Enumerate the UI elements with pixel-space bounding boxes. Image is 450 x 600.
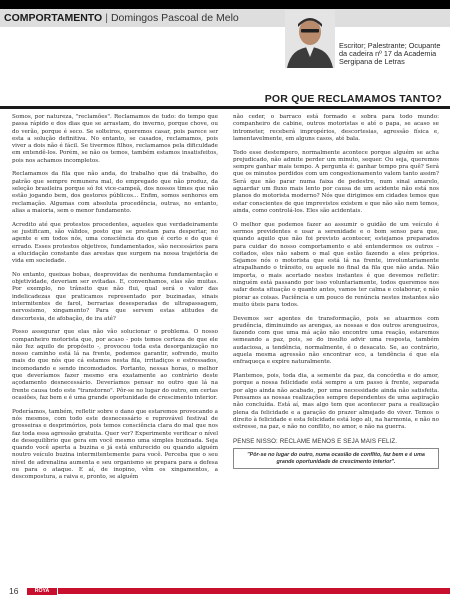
paragraph: Plantemos, pois, toda dia, a semente da paz, da concórdia e do amor, porque a nossa felicidade está sempre a um passo à frente, separada por algo ainda não acabado, por uma necessidade ainda não satisfeita. Pensamos as nossas realizações sempre dependentes de uma aspiração não concluída. Está aí, mas algo tem que acontecer para a realização plena da felicidade e a garação do prazer almejado do viver. Temos o direito à felicidade e esta felicidade está logo ali, na harmonia, e não no estresse, na paz, e não no conflito, no amor, e não na guerra. [233,373,439,431]
magazine-logo: ROYA [27,588,57,595]
right-column [233,114,439,469]
paragraph: Acredito até que protestos procedentes, aqueles que verdadeiramente se justificam, são válidos, posto que se prestam para despertar, no agente e em todos nós, uma consciência do que é certo e do que é errado. Esses protestos objetivos, fundamentados, são necessários para a elucidação constante das arestas que surgem na nossa trajetória de vida em sociedade. [12,221,218,265]
pull-quote: "Pôr-se no lugar do outro, numa ocasião de conflito, faz bem e é uma grande oportunidade de crescimento interior". [233,448,439,469]
paragraph: No entanto, queixas bobas, desprovidas de nenhuma fundamentação e objetividade, deveriam ser evitadas. E, convenhamos, elas são muitas. Por exemplo, no trânsito que não flui, qual será o valor das indelicadezas que praticamos representado por buzinadas, sinais intermitentes de farol, berrarias desesperadas de ultrapassagem, nervosismo, xingamento? Para que servem estas atitudes de descortesia, de afobação, de ira até? [12,271,218,322]
closing-line: PENSE NISSO: RECLAME MENOS E SEJA MAIS FELIZ. [233,437,398,445]
paragraph: Todo esse destempero, normalmente acontece porque alguém se acha prejudicado, não admite perder um minuto, sequer. Ou seja, queremos sempre ganhar mais tempo. A pergunta é: ganhar tempo pra quê? Será que os minutos perdidos com um congestionamento valem tanto assim? Será que não parar numa faixa de pedestre, num sinal amarelo, aguardar um fluxo mais lento por causa de um acidente não está nos planos do motorista moderno? Nós que dirigimos em cidades temos que estar conscientes de que imprevistos existem e que não são nem temos, ainda, como controlá-los. Eles são acidentais. [233,149,439,214]
author-bio: Escritor; Palestrante; Ocupante da cadeira nº 17 da Academia Sergipana de Letras [339,41,441,67]
paragraph: Somos, por natureza, "reclamões". Reclamamos de tudo: do tempo que passa rápido e dos dias que se arrastam, do inverno, porque chove, ou do verão, porque é seco. Se solteiros, queremos casar, pois parece ser esta a solução definitiva. No entanto, se casados, reclamamos, pois viver a dois não é fácil. Se tivermos filhos, reclamamos pela dificuldade em entendê-los. Porém, se não os temos, também estamos insatisfeitos, pois nos achamos incompletos. [12,114,218,164]
article-headline: POR QUE RECLAMAMOS TANTO? [264,93,442,105]
author-name: Domingos Pascoal de Melo [110,12,239,24]
paragraph: O melhor que podemos fazer ao assumir o guidão de um veículo é sermos previdentes e usar a serenidade e o bom senso para que, quando aquilo que não foi previsto acontecer, estejamos preparados para cuidar do nosso comportamento e até entendermos os outros – coitados, eles não sabem o mal que estão fazendo a eles próprios. Sejamos nós o motorista que está lá na frente, involuntariamente atrapalhando o trânsito, ou aquele no final da fila que não anda. Não importa, o mais acertado nestes instantes é que devemos refletir: ninguém está passando por isso voluntariamente, todos queremos nos safar desta situação o quanto antes, vamos ter calma e colaborar, e não piorar as coisas. Paciência e um pouco de renúncia nestes instantes são muito úteis para todos. [233,221,439,308]
header-separator: | [105,12,108,24]
footer-strip [58,588,450,594]
paragraph: Devemos ser agentes de transformação, pois se atuarmos com prudência, diminuindo as arengas, as nossas e dos outros arengueiros, fazendo com que uma má ação não encontre uma reação, estaremos semeando a paz, pois, se do insulto advir uma resposta, também audaciosa, a tendência, normalmente, é o desacato. Se, ao contrário, aquela mesma agressão não encontrar eco, a tendência é que ela enfraqueça e expire naturalmente. [233,315,439,366]
page-number: 16 [9,586,19,596]
author-portrait-icon [285,10,335,68]
left-column [12,114,218,488]
column-header [0,9,450,27]
paragraph: Reclamamos da fila que não anda, do trabalho que dá trabalho, do patrão que sempre remunera mal, do empregado que não produz, da seleção brasileira porque só foi vice-campeã, dos nossos times que não estão jogando bem, dos gestores públicos... Enfim, somos senhores em reclamação. Algumas com absoluta procedência, outras, no entanto, alias a maioria, sem o menor fundamento. [12,171,218,214]
author-photo [285,10,335,68]
header-band [0,0,450,9]
paragraph: não ceder, o barraco está formado e sobra para todo mundo: companheiro de cabine, outros motoristas e até o papa, se acaso se intrometer, receberá impropérios, descortesias, agressão física e, lamentavelmente, em alguns casos, até bala. [233,114,439,142]
paragraph: Posso assegurar que elas não vão solucionar o problema. O nosso companheiro motorista que, por acaso - pois temos certeza de que ele não fez aquilo de propósito -, provocou toda esta desorganização no nosso caminho está lá na frente, podemos garantir, sofrendo, muito mais do que nós que cá estamos nesta fila, irritadiços e estressados, incomodando e sendo incomodados. Portanto, nessas horas, o melhor que deveríamos fazer mesmo era exatamente ao contrário deste açodamento desnecessário. Deveríamos pensar no outro que lá na frente causa todo este "transtorno". Pôr-se no lugar do outro, em certas ocasiões, faz bem e é uma grande oportunidade de crescimento interior. [12,329,218,401]
headline-rule [0,106,450,109]
paragraph: Poderíamos, também, refletir sobre o dano que estaremos provocando a nós mesmos, com todo este desnecessário e reprovável festival de grosseiras e desprimórios, pois temos consciência clara do mal que nos faz toda essa agressão gratuita. Quer ver? Experimente verificar o nível de desequilíbrio que gera em você mesmo uma simples buzinada. Seja quando você aperta a buzina e já está enfurecido ou quando alguém noutro veículo buzina intermitentemente para você. Perceba que o seu nível de adrenalina aumenta e seu organismo se prepara para a defesa ou para o ataque. E aí, de inopino, vêm os xingamentos, a descompostura, a raiva e, pronto, se alguém [12,408,218,481]
section-name: COMPORTAMENTO [4,12,103,24]
